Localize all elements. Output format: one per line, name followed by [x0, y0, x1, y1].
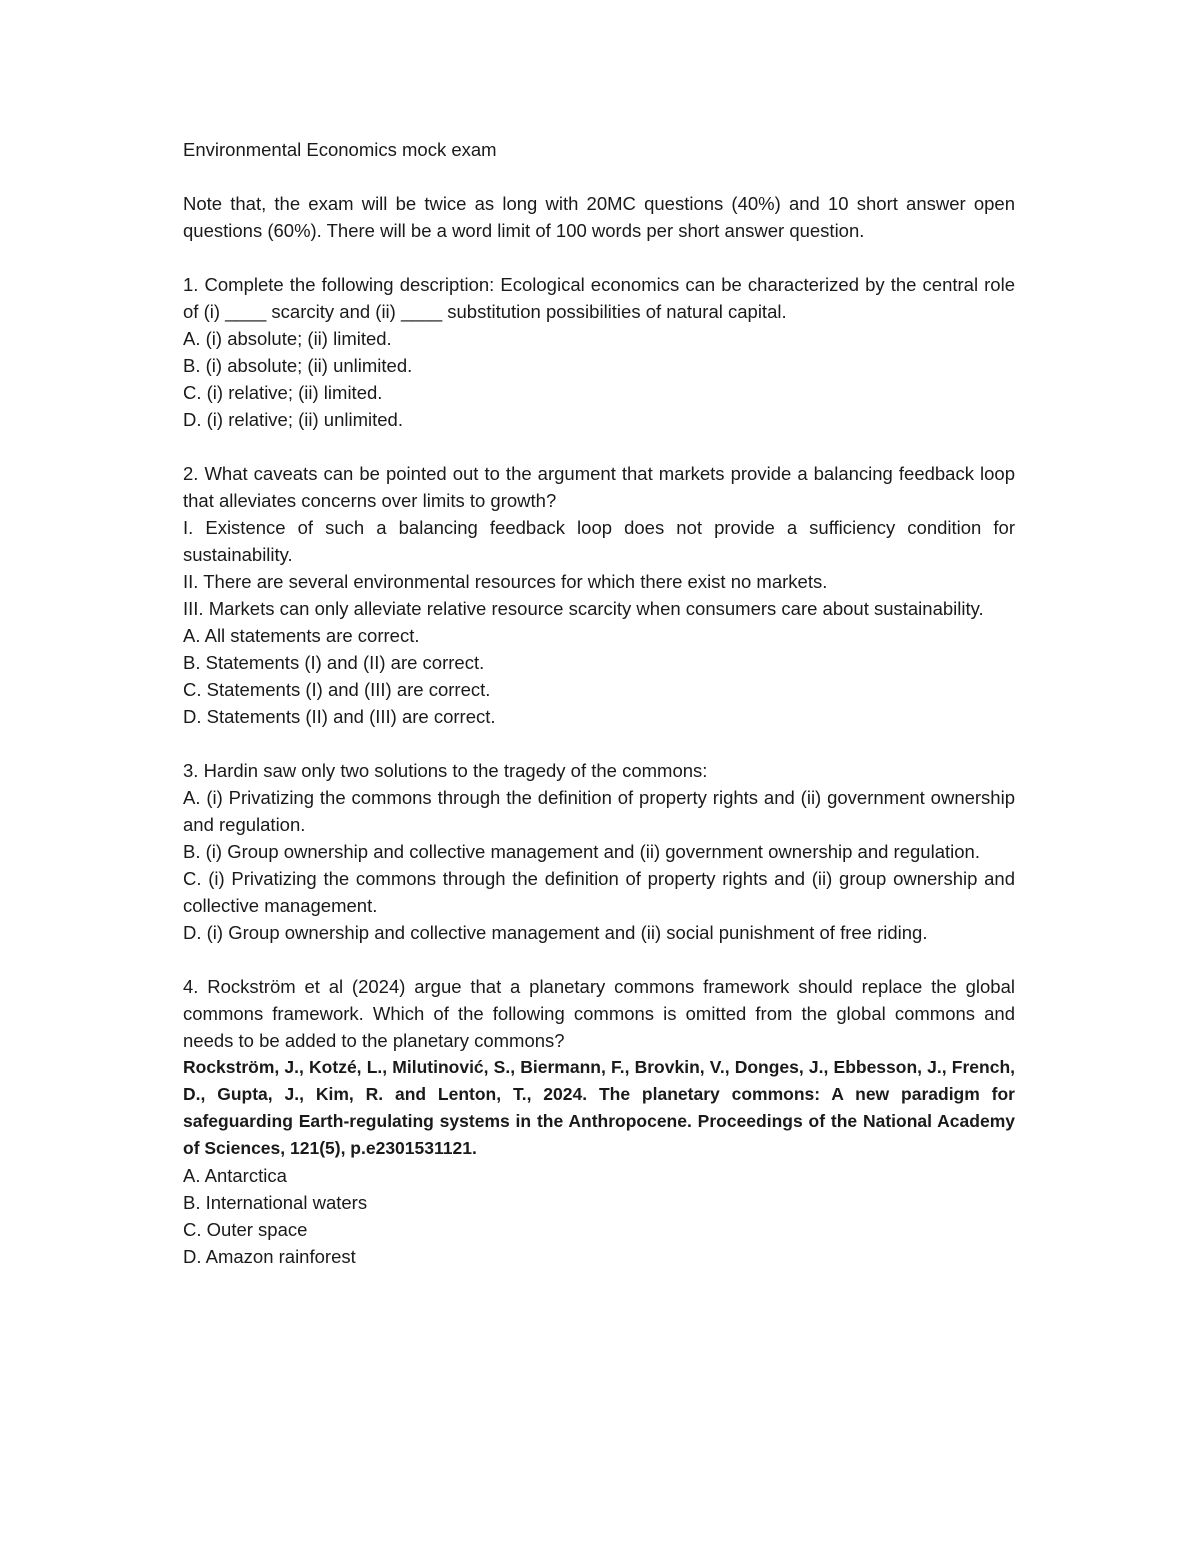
- exam-note: Note that, the exam will be twice as long with 20MC questions (40%) and 10 short answer open questions (60%). There will be a word limit of 100 words per short answer question.: [183, 193, 1015, 241]
- answer-option: A. All statements are correct.: [183, 625, 420, 646]
- spacer: [183, 730, 1015, 757]
- spacer: [183, 433, 1015, 460]
- exam-document: [183, 136, 1015, 1270]
- answer-option: D. (i) relative; (ii) unlimited.: [183, 409, 403, 430]
- question-3: [183, 757, 1015, 946]
- question-4: [183, 973, 1015, 1270]
- question-stem: 2. What caveats can be pointed out to the argument that markets provide a balancing feedback loop that alleviates concerns over limits to growth?: [183, 463, 1015, 511]
- answer-option: D. (i) Group ownership and collective management and (ii) social punishment of free riding.: [183, 922, 928, 943]
- answer-option: B. (i) absolute; (ii) unlimited.: [183, 355, 413, 376]
- answer-option: A. (i) absolute; (ii) limited.: [183, 328, 392, 349]
- answer-option: B. (i) Group ownership and collective management and (ii) government ownership and regulation.: [183, 841, 980, 862]
- question-1: [183, 271, 1015, 433]
- answer-option: B. Statements (I) and (II) are correct.: [183, 652, 485, 673]
- answer-option: B. International waters: [183, 1192, 368, 1213]
- citation-reference: Rockström, J., Kotzé, L., Milutinović, S., Biermann, F., Brovkin, V., Donges, J., Ebbesson, J., French, D., Gupta, J., Kim, R. and Lenton, T., 2024. The planetary commons: A new paradigm for safeguarding Earth-regulating systems in the Anthropocene. Proceedings of the National Academy of Sciences, 121(5), p.e2301531121.: [183, 1057, 1015, 1158]
- spacer: [183, 244, 1015, 271]
- answer-option: D. Amazon rainforest: [183, 1246, 356, 1267]
- spacer: [183, 946, 1015, 973]
- statement: III. Markets can only alleviate relative resource scarcity when consumers care about sustainability.: [183, 598, 984, 619]
- answer-option: D. Statements (II) and (III) are correct.: [183, 706, 496, 727]
- answer-option: A. (i) Privatizing the commons through the definition of property rights and (ii) government ownership and regulation.: [183, 787, 1015, 835]
- answer-option: C. Outer space: [183, 1219, 308, 1240]
- statement: II. There are several environmental resources for which there exist no markets.: [183, 571, 828, 592]
- question-2: [183, 460, 1015, 730]
- answer-option: C. (i) relative; (ii) limited.: [183, 382, 383, 403]
- question-stem: 1. Complete the following description: Ecological economics can be characterized by the central role of (i) ____ scarcity and (ii) ____ substitution possibilities of natural capital.: [183, 274, 1015, 322]
- answer-option: A. Antarctica: [183, 1165, 287, 1186]
- document-title: Environmental Economics mock exam: [183, 139, 497, 160]
- statement: I. Existence of such a balancing feedback loop does not provide a sufficiency condition for sustainability.: [183, 517, 1015, 565]
- question-stem: 3. Hardin saw only two solutions to the tragedy of the commons:: [183, 760, 708, 781]
- question-stem: 4. Rockström et al (2024) argue that a planetary commons framework should replace the global commons framework. Which of the following commons is omitted from the global commons and needs to be added to the planetary commons?: [183, 976, 1015, 1051]
- answer-option: C. Statements (I) and (III) are correct.: [183, 679, 491, 700]
- spacer: [183, 163, 1015, 190]
- answer-option: C. (i) Privatizing the commons through the definition of property rights and (ii) group ownership and collective management.: [183, 868, 1015, 916]
